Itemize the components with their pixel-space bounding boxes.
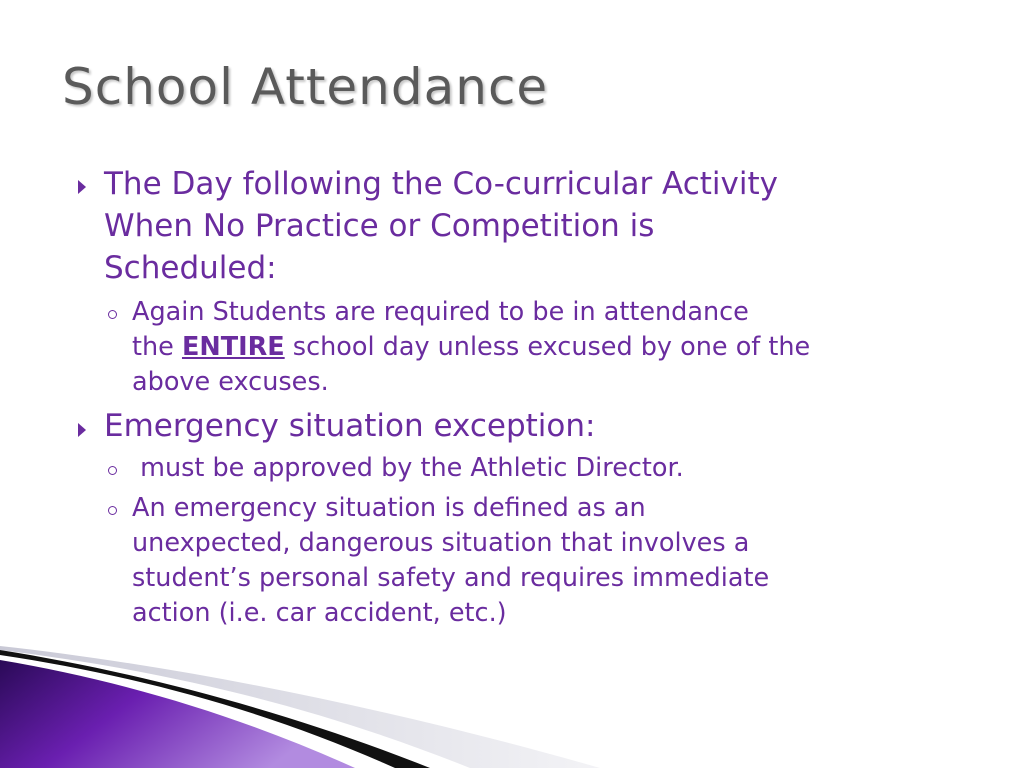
subbullet-1-line-2-start: the — [132, 332, 182, 362]
subbullet-1-line-1: Again Students are required to be in attendance — [132, 297, 749, 327]
subbullet-2-line-1: must be approved by the Athletic Director. — [132, 453, 684, 483]
bullet-1-line-3: Scheduled: — [104, 250, 277, 286]
subbullet-3-line-3: student’s personal safety and requires immediate — [132, 563, 770, 593]
subbullet-1-line-2-end: school day unless excused by one of the — [284, 332, 811, 362]
bullet-1-line-2: When No Practice or Competition is — [104, 208, 655, 244]
subbullet-3-line-4: action (i.e. car accident, etc.) — [132, 598, 507, 628]
subbullet-3-line-1: An emergency situation is defined as an — [132, 493, 646, 523]
emphasis-entire: ENTIRE — [181, 332, 285, 362]
slide-title: School Attendance — [62, 58, 549, 116]
subbullet-1-line-3: above excuses. — [132, 367, 329, 397]
bullet-2-line-1: Emergency situation exception: — [104, 408, 596, 444]
bullet-1-line-1: The Day following the Co-curricular Activity — [104, 166, 778, 202]
subbullet-3-line-2: unexpected, dangerous situation that involves a — [132, 528, 750, 558]
